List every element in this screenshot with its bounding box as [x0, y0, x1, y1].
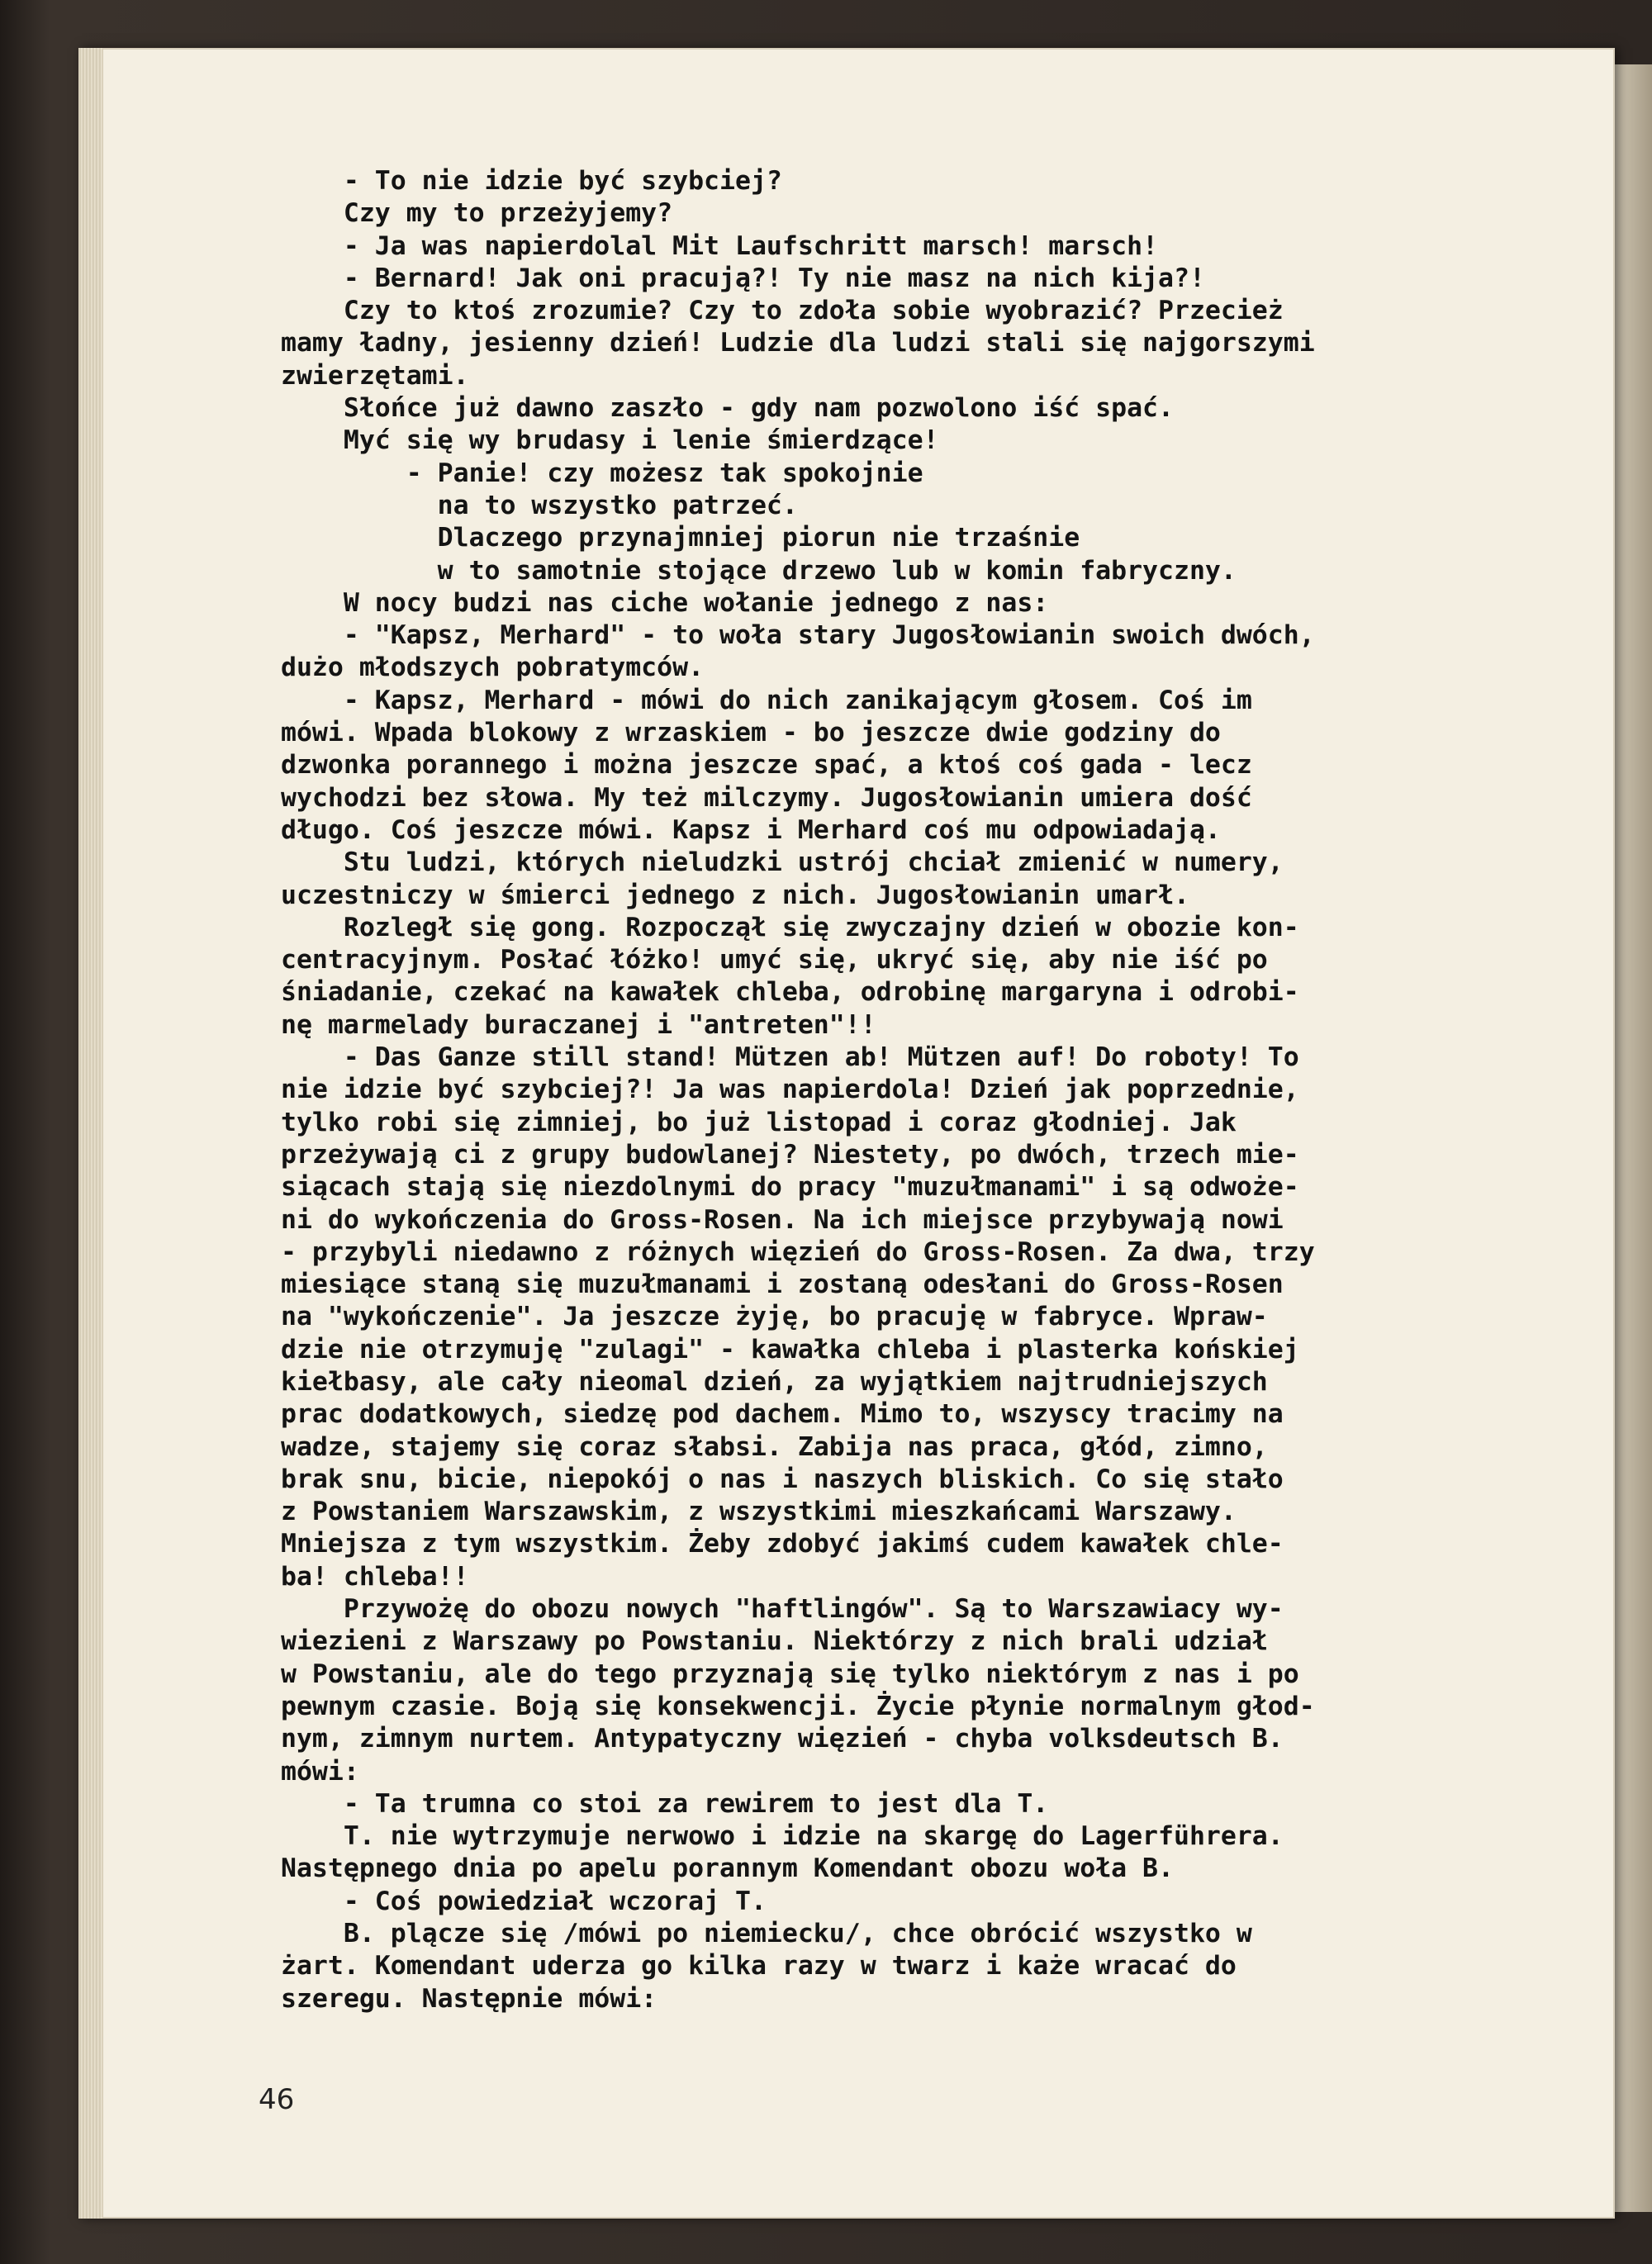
- text-line: ba! chleba!!: [281, 1561, 469, 1592]
- text-line: Słońce już dawno zaszło - gdy nam pozwolono iść spać.: [281, 393, 1174, 424]
- text-line: wiezieni z Warszawy po Powstaniu. Niektórzy z nich brali udział: [281, 1626, 1268, 1657]
- text-line: szeregu. Następnie mówi:: [281, 1983, 657, 2014]
- text-line: - Coś powiedział wczoraj T.: [281, 1886, 767, 1916]
- text-line: - Ta trumna co stoi za rewirem to jest dla T.: [281, 1788, 1049, 1819]
- page-stack-edges: [78, 48, 103, 2219]
- text-line: w to samotnie stojące drzewo lub w komin fabryczny.: [281, 555, 1237, 586]
- text-line: - przybyli niedawno z różnych więzień do Gross-Rosen. Za dwa, trzy: [281, 1236, 1315, 1267]
- page-number: 46: [259, 2083, 295, 2116]
- text-line: prac dodatkowych, siedzę pod dachem. Mimo to, wszyscy tracimy na: [281, 1399, 1284, 1430]
- text-line: - Ja was napierdolal Mit Laufschritt marsch! marsch!: [281, 230, 1159, 261]
- text-line: - To nie idzie być szybciej?: [281, 166, 782, 196]
- text-line: nie idzie być szybciej?! Ja was napierdola! Dzień jak poprzednie,: [281, 1075, 1299, 1105]
- text-line: dużo młodszych pobratymców.: [281, 653, 705, 683]
- next-page-edge: [1615, 64, 1652, 2212]
- text-line: Dlaczego przynajmniej piorun nie trzaśnie: [281, 523, 1080, 553]
- text-line: Rozległ się gong. Rozpoczął się zwyczajny dzień w obozie kon-: [281, 912, 1299, 942]
- text-line: kiełbasy, ale cały nieomal dzień, za wyjątkiem najtrudniejszych: [281, 1366, 1268, 1397]
- text-line: Czy my to przeżyjemy?: [281, 198, 673, 229]
- text-line: pewnym czasie. Boją się konsekwencji. Życie płynie normalnym głod-: [281, 1691, 1315, 1721]
- text-line: żart. Komendant uderza go kilka razy w twarz i każe wracać do: [281, 1951, 1237, 1982]
- text-line: uczestniczy w śmierci jednego z nich. Jugosłowianin umarł.: [281, 880, 1189, 910]
- text-line: Przywożę do obozu nowych "haftlingów". Są to Warszawiacy wy-: [281, 1594, 1284, 1625]
- text-line: brak snu, bicie, niepokój o nas i naszych bliskich. Co się stało: [281, 1464, 1284, 1494]
- text-line: Mniejsza z tym wszystkim. Żeby zdobyć jakimś cudem kawałek chle-: [281, 1529, 1284, 1559]
- text-line: W nocy budzi nas ciche wołanie jednego z nas:: [281, 587, 1049, 618]
- text-line: zwierzętami.: [281, 360, 469, 391]
- text-line: Następnego dnia po apelu porannym Komendant obozu woła B.: [281, 1853, 1174, 1884]
- text-line: w Powstaniu, ale do tego przyznają się tylko niektórym z nas i po: [281, 1659, 1299, 1689]
- text-line: nę marmelady buraczanej i "antreten"!!: [281, 1009, 876, 1040]
- text-line: centracyjnym. Posłać łóżko! umyć się, ukryć się, aby nie iść po: [281, 945, 1268, 975]
- text-line: przeżywają ci z grupy budowlanej? Niestety, po dwóch, trzech mie-: [281, 1139, 1299, 1170]
- text-line: - "Kapsz, Merhard" - to woła stary Jugosłowianin swoich dwóch,: [281, 620, 1315, 651]
- text-line: nym, zimnym nurtem. Antypatyczny więzień - chyba volksdeutsch B.: [281, 1724, 1284, 1754]
- text-line: dzie nie otrzymuję "zulagi" - kawałka chleba i plasterka końskiej: [281, 1334, 1299, 1365]
- text-line: ni do wykończenia do Gross-Rosen. Na ich miejsce przybywają nowi: [281, 1204, 1284, 1235]
- page-body-text: [281, 165, 1553, 2015]
- text-line: - Bernard! Jak oni pracują?! Ty nie masz na nich kija?!: [281, 263, 1205, 293]
- text-line: mówi:: [281, 1756, 359, 1787]
- text-line: na to wszystko patrzeć.: [281, 490, 798, 520]
- text-line: Stu ludzi, których nieludzki ustrój chciał zmienić w numery,: [281, 847, 1284, 878]
- text-line: siącach stają się niezdolnymi do pracy "muzułmanami" i są odwoże-: [281, 1172, 1299, 1203]
- text-line: Myć się wy brudasy i lenie śmierdzące!: [281, 425, 939, 456]
- text-line: - Das Ganze still stand! Mützen ab! Mützen auf! Do roboty! To: [281, 1042, 1299, 1073]
- text-line: dzwonka porannego i można jeszcze spać, a ktoś coś gada - lecz: [281, 750, 1252, 781]
- text-line: śniadanie, czekać na kawałek chleba, odrobinę margaryna i odrobi-: [281, 977, 1299, 1008]
- text-line: wadze, stajemy się coraz słabsi. Zabija nas praca, głód, zimno,: [281, 1431, 1268, 1462]
- text-line: na "wykończenie". Ja jeszcze żyję, bo pracuję w fabryce. Wpraw-: [281, 1302, 1268, 1332]
- text-line: miesiące staną się muzułmanami i zostaną odesłani do Gross-Rosen: [281, 1270, 1284, 1300]
- text-line: mamy ładny, jesienny dzień! Ludzie dla ludzi stali się najgorszymi: [281, 328, 1315, 358]
- text-line: - Panie! czy możesz tak spokojnie: [281, 458, 923, 488]
- text-line: z Powstaniem Warszawskim, z wszystkimi mieszkańcami Warszawy.: [281, 1497, 1237, 1527]
- text-line: Czy to ktoś zrozumie? Czy to zdoła sobie wyobrazić? Przecież: [281, 296, 1284, 326]
- text-line: tylko robi się zimniej, bo już listopad i coraz głodniej. Jak: [281, 1107, 1237, 1137]
- text-line: wychodzi bez słowa. My też milczymy. Jugosłowianin umiera dość: [281, 782, 1252, 813]
- text-line: - Kapsz, Merhard - mówi do nich zanikającym głosem. Coś im: [281, 685, 1252, 715]
- text-line: T. nie wytrzymuje nerwowo i idzie na skargę do Lagerführera.: [281, 1821, 1284, 1852]
- text-line: długo. Coś jeszcze mówi. Kapsz i Merhard coś mu odpowiadają.: [281, 814, 1221, 845]
- text-line: B. plącze się /mówi po niemiecku/, chce obrócić wszystko w: [281, 1919, 1252, 1949]
- text-line: mówi. Wpada blokowy z wrzaskiem - bo jeszcze dwie godziny do: [281, 718, 1221, 748]
